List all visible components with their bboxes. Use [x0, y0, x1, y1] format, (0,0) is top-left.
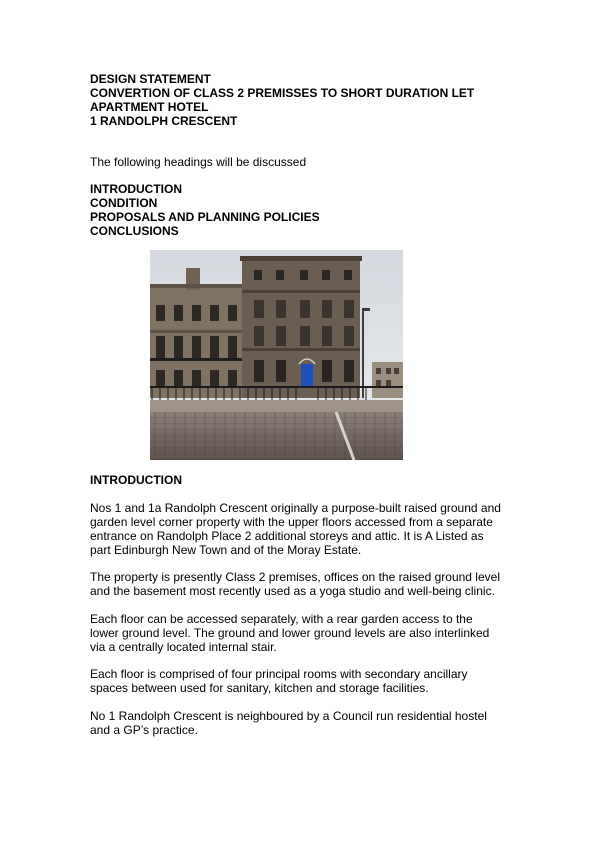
intro-text: The following headings will be discussed	[90, 155, 307, 169]
building-photo	[150, 250, 403, 460]
title-line: CONVERTION OF CLASS 2 PREMISSES TO SHORT DURATION LET	[90, 86, 475, 100]
headings-list	[90, 182, 320, 238]
text-line: Nos 1 and 1a Randolph Crescent originally a purpose-built raised ground and	[90, 501, 501, 515]
text-line: part Edinburgh New Town and of the Moray Estate.	[90, 543, 362, 557]
paragraph	[90, 667, 510, 695]
paragraph	[90, 570, 510, 598]
heading-item: INTRODUCTION	[90, 182, 182, 196]
text-line: garden level corner property with the upper floors accessed from a separate	[90, 515, 493, 529]
title-line: 1 RANDOLPH CRESCENT	[90, 114, 238, 128]
text-line: entrance on Randolph Place 2 additional storeys and attic. It is A Listed as	[90, 529, 484, 543]
paragraph	[90, 709, 510, 737]
document-title	[90, 72, 550, 128]
text-line: lower ground level. The ground and lower ground levels are also interlinked	[90, 626, 490, 640]
heading-item: CONDITION	[90, 196, 158, 210]
text-line: via a centrally located internal stair.	[90, 640, 277, 654]
text-line: Each floor can be accessed separately, with a rear garden access to the	[90, 612, 473, 626]
text-line: The property is presently Class 2 premises, offices on the raised ground level	[90, 570, 500, 584]
text-line: Each floor is comprised of four principal rooms with secondary ancillary	[90, 667, 468, 681]
heading-item: CONCLUSIONS	[90, 224, 179, 238]
text-line: No 1 Randolph Crescent is neighboured by a Council run residential hostel	[90, 709, 487, 723]
title-line: APARTMENT HOTEL	[90, 100, 209, 114]
title-line: DESIGN STATEMENT	[90, 72, 211, 86]
text-line: spaces between used for sanitary, kitchen and storage facilities.	[90, 681, 429, 695]
paragraph	[90, 501, 510, 557]
paragraph	[90, 612, 510, 654]
text-line: and a GP’s practice.	[90, 723, 198, 737]
text-line: and the basement most recently used as a yoga studio and well-being clinic.	[90, 584, 495, 598]
section-heading: INTRODUCTION	[90, 473, 182, 487]
heading-item: PROPOSALS AND PLANNING POLICIES	[90, 210, 320, 224]
